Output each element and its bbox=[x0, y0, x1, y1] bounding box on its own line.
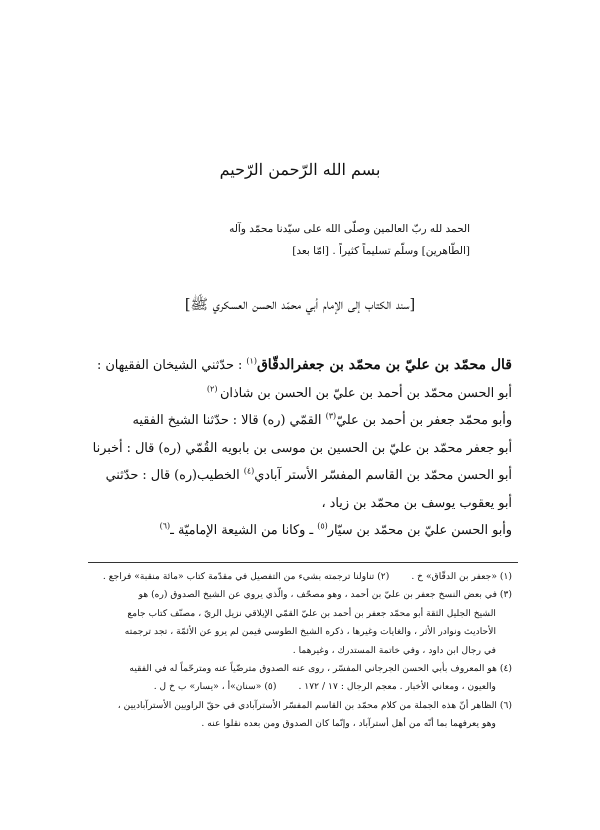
footnote-ref-3: (٣) bbox=[325, 411, 337, 421]
footnote-6-line-2: وهو يعرفهما بما أنّه من أهل أسترآباد ، وإنّما كان الصدوق ومن بعده نقلوا عنه . bbox=[201, 718, 496, 730]
main-line-6 bbox=[82, 490, 512, 518]
main-line-7 bbox=[82, 517, 512, 545]
intro-line-2: [الطّاهرين] وسلّم تسليماً كثيراً . [امّا بعد] bbox=[292, 245, 470, 257]
main-text bbox=[82, 352, 512, 545]
footnote-ref-5: (٥) bbox=[317, 521, 328, 531]
main-line-1-rest: : حدّثني الشيخان الفقيهان : bbox=[96, 358, 247, 373]
footnote-ref-1: (١) bbox=[246, 356, 257, 366]
main-line-3-text-b: القمّي (ره) قالا : حدّثنا الشيخ الفقيه bbox=[132, 413, 326, 428]
footnote-ref-2: (٢) bbox=[206, 384, 220, 394]
footnote-1: (١) «جعفر بن الدقّاق» خ . bbox=[411, 571, 512, 582]
narrator-name: قال محمّد بن عليّ بن محمّد بن جعفرالدقّاق bbox=[256, 357, 512, 373]
footnote-4-line-2: والعيون ، ومعاني الأخبار . معجم الرجال : ١٧ / ١٧٢ . bbox=[298, 681, 496, 693]
main-line-2-text: أبو الحسن محمّد بن أحمد بن عليّ بن الحسن بن شاذان bbox=[220, 385, 512, 401]
footnote-4-line-1: (٤) هو المعروف بأبي الحسن الجرجاني المفسّر ، روى عنه الصدوق مترضّياً عنه ومترحّماً له في الفقيه bbox=[129, 663, 512, 675]
main-line-2 bbox=[82, 380, 512, 408]
main-line-4 bbox=[82, 435, 512, 463]
footnote-5: (٥) «سنان»أ ، «يسار» ب خ ل . bbox=[153, 681, 277, 693]
main-line-3 bbox=[82, 407, 512, 435]
footnote-row-1-2 bbox=[82, 568, 512, 586]
footnote-3-line-3: الأحاديث ونوادر الأثر ، والغايات وغيرها ، ذكره الشيخ الطوسي فيمن لم يرو عن الأئمّة ، تجد ترجمته bbox=[124, 626, 496, 638]
footnotes bbox=[82, 568, 512, 734]
footnote-ref-6: (٦) bbox=[159, 521, 171, 531]
footnote-ref-4: (٤) bbox=[243, 466, 255, 476]
main-line-4-text: أبو جعفر محمّد بن عليّ بن الحسين بن موسى بن بابويه القُمّي (ره) قال : أخبرنا bbox=[92, 440, 512, 456]
footnote-2: (٢) تناولنا ترجمته بشيء من التفصيل في مقدّمة كتاب «مائة منقبة» فراجع . bbox=[102, 571, 390, 582]
footnote-6-line-1: (٦) الظاهر أنّ هذه الجملة من كلام محمّد بن القاسم المفسّر الأسترآبادي في حقّ الراويين الأسترآباديين ، bbox=[117, 699, 512, 711]
intro-line-1: الحمد لله ربّ العالمين وصلّى الله على سيّدنا محمّد وآله bbox=[229, 223, 470, 235]
footnote-row-4-5 bbox=[82, 678, 512, 696]
main-line-6-text: أبو يعقوب يوسف بن محمّد بن زياد ، bbox=[321, 495, 512, 511]
basmala-heading: بسم الله الرّحمن الرّحيم bbox=[219, 160, 381, 179]
main-line-7-text-b: ـ وكانا من الشيعة الإماميّة ـ bbox=[170, 523, 318, 538]
footnote-3-line-2: الشيخ الجليل الثقة أبو محمّد جعفر بن أحمد بن عليّ القمّي الإيلاقي نزيل الريّ ، مصنّف كتاب جامع bbox=[127, 607, 496, 619]
main-line-7-text-a: وأبو الحسن عليّ بن محمّد بن سيّار bbox=[327, 523, 512, 538]
footnote-3-line-1: (٣) في بعض النسخ جعفر بن عليّ بن أحمد ، وهو مصحّف ، والّذي يروي عن الشيخ الصدوق (ره) هو bbox=[138, 589, 512, 601]
intro-paragraph bbox=[120, 218, 470, 262]
main-line-5-text-a: أبو الحسن محمّد بن القاسم المفسّر الأستر آبادي bbox=[254, 468, 512, 483]
section-title: [سند الكتاب إلى الإمام أبي محمّد الحسن العسكري ﷺ] bbox=[184, 297, 416, 313]
footnote-divider bbox=[88, 562, 518, 563]
main-line-1 bbox=[82, 352, 512, 380]
footnote-3-line-4: في رجال ابن داود ، وفي خاتمة المستدرك ، وغيرهما . bbox=[292, 644, 496, 656]
main-line-3-text-a: وأبو محمّد جعفر بن أحمد بن عليّ bbox=[336, 413, 512, 428]
main-line-5-text-b: الخطيب(ره) قال : حدّثني bbox=[105, 468, 244, 483]
main-line-5 bbox=[82, 462, 512, 490]
